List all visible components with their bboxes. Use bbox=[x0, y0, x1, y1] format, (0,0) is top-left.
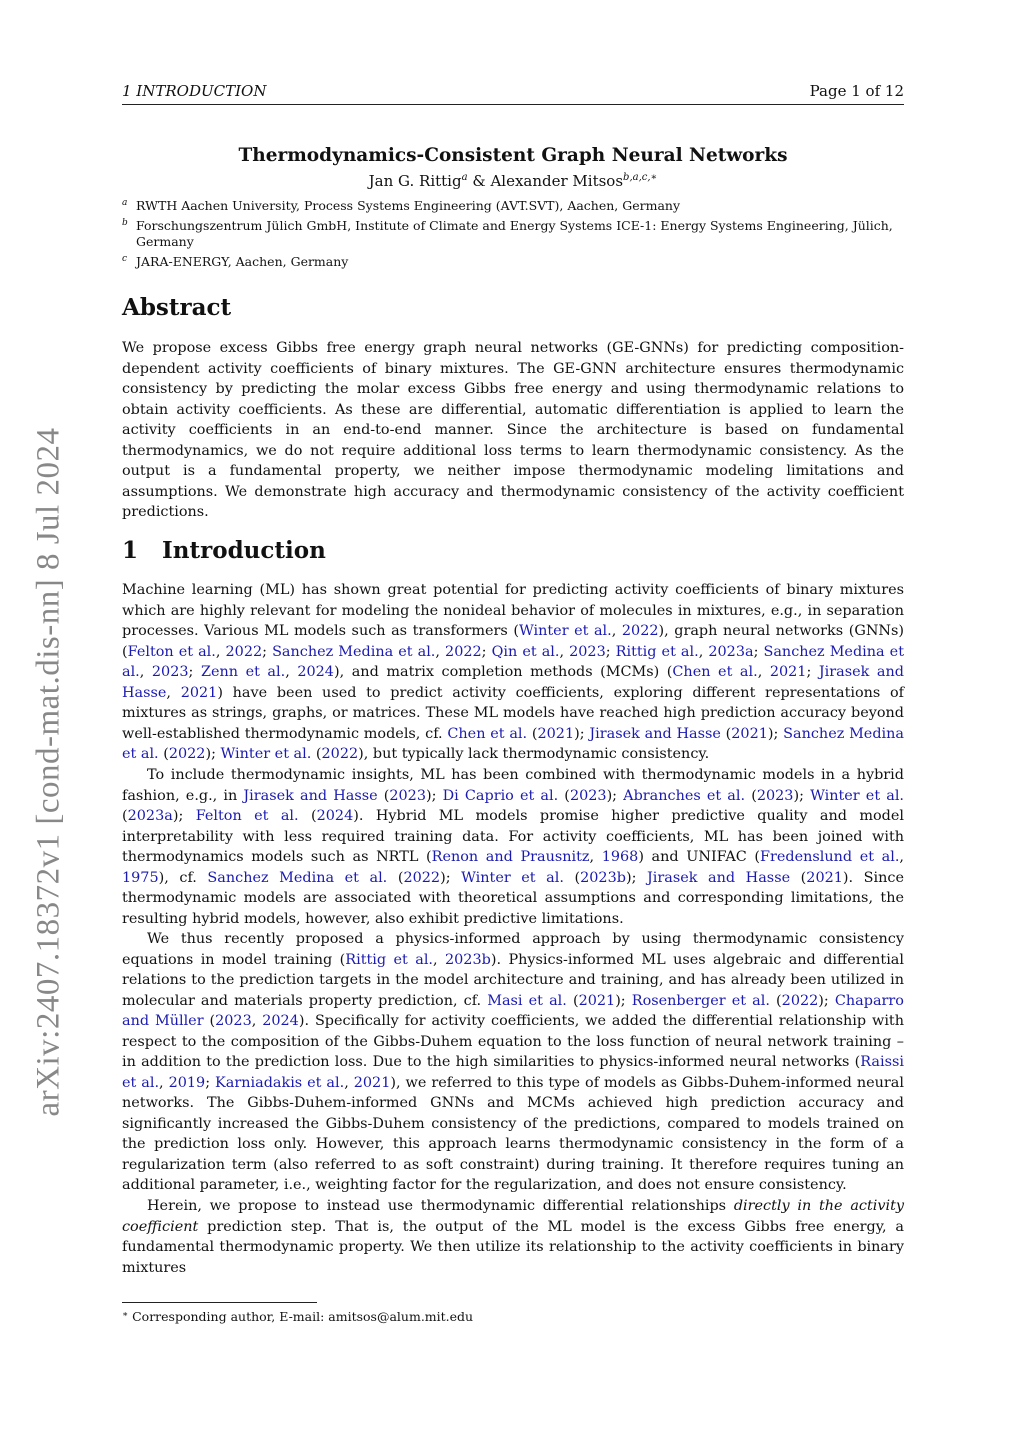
affiliation-mark: a bbox=[122, 198, 128, 208]
paragraph-text: ). Since thermodynamic models are associated with theoretical assumptions and corresponding limitations, the resulting hybrid models, however, also exhibit predictive limitations. bbox=[122, 869, 904, 927]
section-number: 1 bbox=[122, 537, 139, 564]
citation-link[interactable]: Winter et al. bbox=[810, 787, 904, 804]
affiliation-mark: c bbox=[122, 254, 128, 264]
citation-link[interactable]: Felton et al. bbox=[195, 808, 299, 824]
paragraph-text: ; bbox=[806, 664, 819, 680]
paragraph-text: , bbox=[139, 664, 152, 680]
emphasized-text: directly in the activity coefficient bbox=[122, 1198, 904, 1235]
paragraph-text: ; bbox=[481, 643, 492, 660]
citation-link[interactable]: Chen et al. bbox=[672, 664, 758, 680]
paragraph-text: ). Physics-informed ML uses algebraic and differential relations to the prediction targets in the model architecture and training, and has already been utilized in molecular and materials property prediction, cf. bbox=[122, 951, 904, 1009]
citation-link[interactable]: 2019 bbox=[168, 1074, 206, 1091]
paragraph-text: ; bbox=[605, 643, 616, 660]
paragraph-text: Herein, we propose to instead use thermodynamic differential relationships bbox=[147, 1198, 734, 1214]
intro-paragraph-2 bbox=[122, 765, 904, 929]
arxiv-identifier-text: arXiv:2407.18372v1 [cond-mat.dis-nn] 8 Jul 2024 bbox=[30, 427, 67, 1117]
paragraph-text: ); bbox=[615, 992, 632, 1009]
citation-link[interactable]: 2021 bbox=[731, 725, 768, 742]
affiliation-text: JARA-ENERGY, Aachen, Germany bbox=[136, 254, 349, 269]
paragraph-text: Machine learning (ML) has shown great potential for predicting activity coefficients of binary mixtures which are highly relevant for modeling the nonideal behavior of molecules in mixtures, e.g., in separation processes. Various ML models such as transformers ( bbox=[122, 582, 904, 639]
intro-paragraph-3 bbox=[122, 929, 904, 1196]
paragraph-text: , bbox=[589, 849, 602, 865]
citation-link[interactable]: 2021 bbox=[578, 992, 616, 1009]
citation-link[interactable]: Karniadakis et al. bbox=[215, 1074, 345, 1091]
citation-link[interactable]: 2022 bbox=[621, 623, 659, 639]
citation-link[interactable]: 2021 bbox=[180, 684, 218, 701]
citation-link[interactable]: Jirasek and Hasse bbox=[647, 869, 791, 886]
citation-link[interactable]: 2022 bbox=[781, 992, 819, 1009]
author-separator: & bbox=[467, 172, 491, 190]
paragraph-text: To include thermodynamic insights, ML has been combined with thermodynamic models in a hybrid fashion, e.g., in bbox=[122, 767, 904, 804]
citation-link[interactable]: 2022 bbox=[225, 643, 263, 660]
paragraph-text: ); bbox=[793, 787, 811, 804]
paragraph-text: , bbox=[344, 1074, 354, 1091]
citation-link[interactable]: Rosenberger et al. bbox=[631, 992, 770, 1009]
paragraph-text: ( bbox=[558, 787, 570, 804]
paragraph-text: ); bbox=[440, 869, 462, 886]
paragraph-text: ; bbox=[262, 643, 273, 660]
citation-link[interactable]: 2023b bbox=[580, 869, 626, 886]
citation-link[interactable]: Renon and Prausnitz bbox=[431, 849, 590, 865]
paragraph-text: , bbox=[435, 643, 446, 660]
citation-link[interactable]: 2023a bbox=[708, 643, 754, 660]
paragraph-text: ( bbox=[311, 746, 322, 762]
intro-paragraph-1 bbox=[122, 580, 904, 765]
paragraph-text: ( bbox=[122, 808, 128, 824]
paragraph-text: , bbox=[559, 643, 570, 660]
citation-link[interactable]: 2023 bbox=[569, 787, 607, 804]
paragraph-text: , bbox=[611, 623, 622, 639]
paragraph-text: ); bbox=[818, 992, 835, 1009]
paragraph-text: ( bbox=[387, 869, 404, 886]
citation-link[interactable]: Sanchez Medina et al. bbox=[207, 869, 388, 886]
paragraph-text: ( bbox=[563, 869, 581, 886]
paragraph-text: , bbox=[698, 643, 709, 660]
paragraph-text: , bbox=[285, 664, 298, 680]
paragraph-text: We thus recently proposed a physics-informed approach by using thermodynamic consistency equations in model training ( bbox=[122, 931, 904, 968]
citation-link[interactable]: 2021 bbox=[769, 664, 807, 680]
paragraph-text: ); bbox=[574, 725, 590, 742]
citation-link[interactable]: 2023a bbox=[127, 808, 173, 824]
citation-link[interactable]: Zenn et al. bbox=[200, 664, 286, 680]
citation-link[interactable]: 2023 bbox=[756, 787, 794, 804]
paragraph-text: ), cf. bbox=[158, 869, 208, 886]
paragraph-text: ( bbox=[720, 725, 732, 742]
paragraph-text: ); bbox=[767, 725, 784, 742]
affiliation-text: Forschungszentrum Jülich GmbH, Institute of Climate and Energy Systems ICE-1: Energy Systems Engineering, Jülich, Germany bbox=[136, 218, 893, 249]
citation-link[interactable]: 2023b bbox=[445, 951, 491, 968]
paragraph-text: , bbox=[166, 684, 181, 701]
paragraph-text: ); bbox=[625, 869, 648, 886]
author-rittig-affil: a bbox=[461, 172, 468, 183]
abstract-heading: Abstract bbox=[122, 294, 232, 321]
paragraph-text: ), we referred to this type of models as Gibbs-Duhem-informed neural networks. The Gibbs-Duhem-informed GNNs and MCMs achieved high prediction accuracy and significantly increased the Gibbs-Duhem consistency of the predictions, compared to models trained on the prediction loss only. However, this approach learns thermodynamic consistency in the form of a regularization term (also referred to as soft constraint) during training. It therefore requires tuning an additional parameter, i.e., weighting factor for the regularization, and does not ensure consistency. bbox=[122, 1074, 904, 1193]
citation-link[interactable]: 2022 bbox=[445, 643, 482, 660]
affiliation-c bbox=[122, 254, 904, 270]
paragraph-text: ); bbox=[205, 746, 221, 762]
paragraph-text: ); bbox=[426, 787, 443, 804]
header-section: 1 INTRODUCTION bbox=[122, 82, 267, 100]
header-page-number: Page 1 of 12 bbox=[809, 82, 904, 100]
paragraph-text: ( bbox=[203, 1013, 216, 1029]
citation-link[interactable]: 1968 bbox=[601, 849, 639, 865]
paragraph-text: ( bbox=[377, 787, 390, 804]
citation-link[interactable]: Rittig et al. bbox=[615, 643, 699, 660]
citation-link[interactable]: Masi et al. bbox=[487, 992, 567, 1009]
citation-link[interactable]: Felton et al. bbox=[127, 643, 216, 660]
citation-link[interactable]: 2023 bbox=[389, 787, 426, 804]
paragraph-text: ; bbox=[753, 643, 764, 660]
paragraph-text: , bbox=[159, 1074, 169, 1091]
paragraph-text: ( bbox=[566, 992, 579, 1009]
footnote-rule bbox=[122, 1302, 317, 1303]
paragraph-text: , bbox=[215, 643, 226, 660]
citation-link[interactable]: Sanchez Medina et al. bbox=[122, 643, 904, 680]
author-mitsos-affil: b,a,c,∗ bbox=[623, 172, 658, 183]
citation-link[interactable]: Sanchez Medina et al. bbox=[122, 725, 904, 762]
paragraph-text: ); bbox=[172, 808, 196, 824]
paragraph-text: ( bbox=[527, 725, 538, 742]
paragraph-text: ; bbox=[205, 1074, 216, 1091]
citation-link[interactable]: Jirasek and Hasse bbox=[243, 787, 378, 804]
citation-link[interactable]: Winter et al. bbox=[220, 746, 312, 762]
citation-link[interactable]: Chen et al. bbox=[447, 725, 528, 742]
paragraph-text: ( bbox=[745, 787, 757, 804]
citation-link[interactable]: Sanchez Medina et al. bbox=[272, 643, 436, 660]
paragraph-text: ( bbox=[158, 746, 169, 762]
paragraph-text: , bbox=[899, 849, 904, 865]
paragraph-text: , bbox=[757, 664, 770, 680]
arxiv-identifier bbox=[18, 412, 80, 1132]
citation-link[interactable]: Raissi et al. bbox=[122, 1054, 904, 1091]
affiliation-mark: b bbox=[122, 218, 128, 228]
citation-link[interactable]: 2024 bbox=[316, 808, 354, 824]
citation-link[interactable]: Qin et al. bbox=[491, 643, 560, 660]
paragraph-text: ), and matrix completion methods (MCMs) ( bbox=[333, 664, 673, 680]
citation-link[interactable]: Jirasek and Hasse bbox=[122, 664, 904, 701]
paragraph-text: ). Hybrid ML models promise higher predictive quality and model interpretability with less required training data. For activity coefficients, ML has been joined with thermodynamics models such as NRTL ( bbox=[122, 808, 904, 865]
citation-link[interactable]: 1975 bbox=[122, 869, 159, 886]
section-title: Introduction bbox=[162, 537, 326, 564]
paragraph-text: ( bbox=[790, 869, 807, 886]
citation-link[interactable]: Chaparro and Müller bbox=[122, 992, 904, 1029]
paragraph-text: ) have been used to predict activity coefficients, exploring different representations of mixtures as strings, graphs, or matrices. These ML models have reached high prediction accuracy beyond well-established thermodynamic models, cf. bbox=[122, 684, 904, 742]
affiliation-text: RWTH Aachen University, Process Systems Engineering (AVT.SVT), Aachen, Germany bbox=[136, 198, 681, 213]
citation-link[interactable]: Winter et al. bbox=[461, 869, 564, 886]
paragraph-text: ). Specifically for activity coefficients, we added the differential relationship with respect to the composition of the Gibbs-Duhem equation to the loss function of neural network training – in addition to the prediction loss. Due to the high similarities to physics-informed neural networks ( bbox=[122, 1013, 904, 1070]
paragraph-text: , bbox=[433, 951, 445, 968]
citation-link[interactable]: Rittig et al. bbox=[345, 951, 433, 968]
author-mitsos: Alexander Mitsos bbox=[490, 172, 624, 190]
paragraph-text: ) and UNIFAC ( bbox=[638, 849, 760, 865]
citation-link[interactable]: 2023 bbox=[569, 643, 606, 660]
citation-link[interactable]: 2023 bbox=[151, 664, 189, 680]
citation-link[interactable]: 2023 bbox=[215, 1013, 252, 1029]
author-list bbox=[122, 172, 904, 190]
citation-link[interactable]: Di Caprio et al. bbox=[442, 787, 559, 804]
paragraph-text: , bbox=[251, 1013, 263, 1029]
paragraph-text: ), graph neural networks (GNNs) ( bbox=[122, 623, 905, 660]
citation-link[interactable]: Abranches et al. bbox=[623, 787, 746, 804]
paragraph-text: ( bbox=[298, 808, 317, 824]
paragraph-text: ); bbox=[606, 787, 624, 804]
citation-link[interactable]: 2021 bbox=[353, 1074, 391, 1091]
affiliation-a bbox=[122, 198, 904, 214]
citation-link[interactable]: Winter et al. bbox=[518, 623, 612, 639]
intro-paragraph-4 bbox=[122, 1196, 904, 1278]
footnote-mark: ∗ bbox=[122, 1310, 129, 1320]
paper-title: Thermodynamics-Consistent Graph Neural Networks bbox=[238, 145, 788, 166]
citation-link[interactable]: 2022 bbox=[168, 746, 206, 762]
citation-link[interactable]: 2024 bbox=[262, 1013, 299, 1029]
citation-link[interactable]: Jirasek and Hasse bbox=[589, 725, 721, 742]
citation-link[interactable]: 2022 bbox=[403, 869, 441, 886]
running-header bbox=[122, 82, 904, 105]
paragraph-text: ), but typically lack thermodynamic consistency. bbox=[358, 746, 710, 762]
citation-link[interactable]: Fredenslund et al. bbox=[760, 849, 900, 865]
citation-link[interactable]: 2022 bbox=[321, 746, 359, 762]
citation-link[interactable]: 2024 bbox=[297, 664, 334, 680]
citation-link[interactable]: 2021 bbox=[537, 725, 575, 742]
footnote-text: Corresponding author, E-mail: amitsos@alum.mit.edu bbox=[132, 1309, 474, 1324]
author-rittig: Jan G. Rittig bbox=[368, 172, 462, 190]
citation-link[interactable]: 2021 bbox=[806, 869, 843, 886]
paragraph-text: ( bbox=[769, 992, 782, 1009]
abstract-text: We propose excess Gibbs free energy graph neural networks (GE-GNNs) for predicting composition-dependent activity coefficients of binary mixtures. The GE-GNN architecture ensures thermodynamic consistency by predicting the molar excess Gibbs free energy and using thermodynamic relations to obtain activity coefficients. As these are differential, automatic differentiation is applied to learn the activity coefficients in an end-to-end manner. Since the architecture is based on fundamental thermodynamics, we do not require additional loss terms to learn thermodynamic consistency. As the output is a fundamental property, we neither impose thermodynamic modeling limitations and assumptions. We demonstrate high accuracy and thermodynamic consistency of the activity coefficient predictions. bbox=[122, 340, 904, 520]
footnote bbox=[122, 1309, 473, 1324]
paragraph-text: prediction step. That is, the output of the ML model is the excess Gibbs free energy, a fundamental thermodynamic property. We then utilize its relationship to the activity coefficients in binary mixtures bbox=[122, 1218, 904, 1276]
paragraph-text: ; bbox=[188, 664, 201, 680]
introduction-heading bbox=[122, 537, 326, 564]
affiliation-b bbox=[122, 218, 904, 250]
